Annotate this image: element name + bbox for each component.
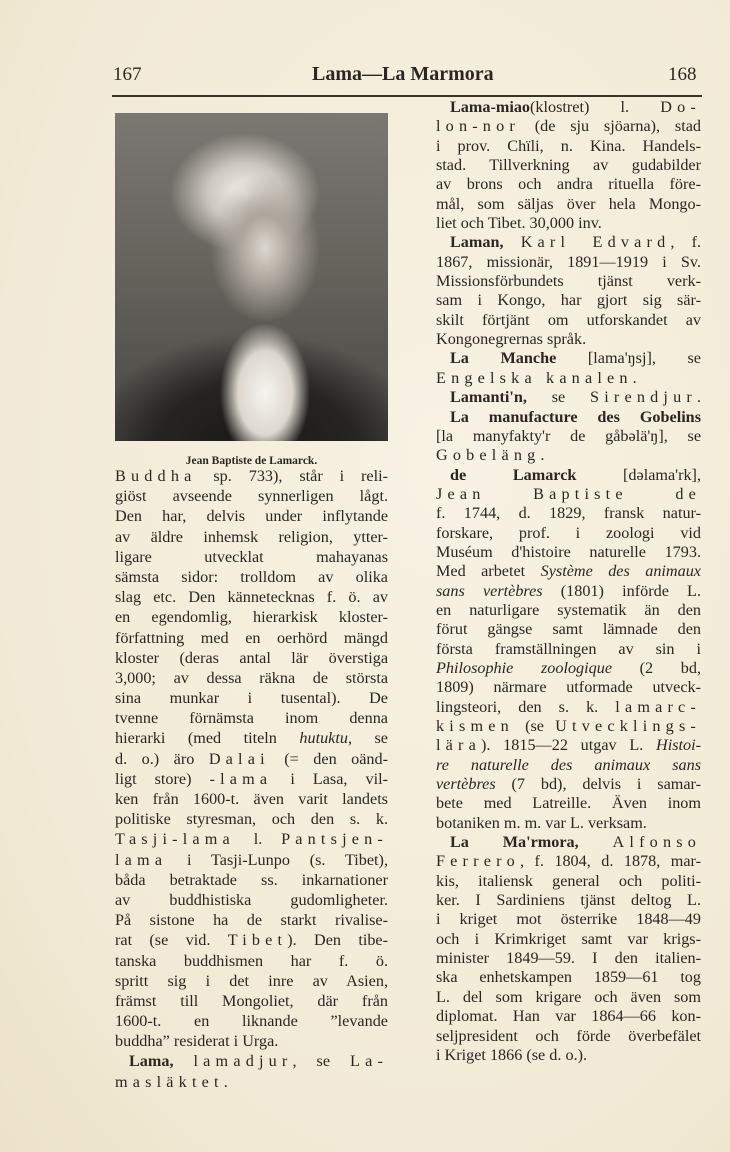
body-text: rat (se vid. [115,931,228,950]
body-text: av buddhistiska gudomligheter. [115,890,388,909]
page-number-left: 167 [113,64,142,85]
entry-headword: La Ma'rmora, [450,833,579,852]
text-line [436,620,701,639]
text-line [436,98,701,117]
body-text: minister 1849—59. I den italien- [436,949,701,968]
italic-text: sans vertèbres [436,581,543,600]
body-text: i Tasji-Lunpo (s. Tibet), [167,850,388,869]
text-line [436,427,701,446]
text-line [436,137,701,156]
body-text: sp. 733), står i reli- [196,467,388,485]
body-text: första framställningen av sin i [436,639,701,658]
body-text: , se [347,729,388,748]
body-text: seljpresident och förde överbefälet [436,1026,701,1045]
entry-headword: Lama-miao [450,98,531,116]
text-line [436,485,701,504]
text-line [436,582,701,601]
body-text: , f. [670,233,701,252]
text-line [115,1051,388,1071]
text-line [436,1046,701,1065]
body-text: Muséum d'histoire naturelle 1793. [436,542,701,561]
body-text: och i Krimkriget samt var krigs- [436,929,701,948]
body-text: [la manyfakty'r de gåbəlä'ŋ], se [436,426,701,445]
spaced-text: Buddha [115,467,197,485]
body-text: en egendomlig, hierarkisk kloster- [115,608,388,627]
body-text: . [696,388,701,407]
body-text: en naturligare systematik än den [436,600,701,619]
text-line [115,728,388,748]
spaced-text: lamarc- [615,697,701,716]
body-text: botaniken m. m. var L. verksam. [436,813,647,832]
text-line [436,717,701,736]
text-line [436,369,701,388]
text-line [115,708,388,728]
portrait-image [115,113,388,441]
italic-text: Histoi- [656,736,701,755]
italic-text: re naturelle des animaux sans [436,755,701,774]
body-text: Med arbetet [436,562,541,581]
text-line [115,466,388,486]
body-text: av äldre inhemsk religion, ytter- [115,527,388,546]
text-line [436,852,701,871]
text-line [436,659,701,678]
body-text: spritt sig i det inre av Asien, [115,971,388,990]
body-text: l. [234,830,282,849]
text-line [436,833,701,852]
body-text: f. 1744, d. 1829, fransk natur- [436,504,701,523]
running-title: Lama—La Marmora [312,63,494,85]
body-text: 1867, missionär, 1891—1919 i Sv. [436,252,701,271]
body-text: tanska buddhismen har f. ö. [115,951,388,970]
body-text: ker. I Sardiniens tjänst deltog L. [436,891,701,910]
text-line [436,601,701,620]
text-line [436,156,701,175]
spaced-text: Tibet [227,931,288,950]
text-line [115,910,388,930]
text-line [115,668,388,688]
spaced-text: Alfonso [612,833,701,852]
header-rule [112,95,702,97]
text-line [115,809,388,829]
text-line [115,567,388,587]
entry-headword: La manufacture des Gobelins [450,407,701,426]
body-text: bete med Latreille. Även inom [436,794,701,813]
body-text: slag etc. Den kännetecknas f. ö. av [115,588,388,607]
text-line [115,870,388,890]
text-line [115,486,388,506]
text-line [436,562,701,581]
body-text: lingsteori, den s. k. [436,697,616,716]
text-line [115,628,388,648]
text-line [436,349,701,368]
entry-headword: Laman, [450,233,504,252]
spaced-text: lama [115,850,168,869]
body-text: sämsta sidor: trolldom av olika [115,567,388,586]
body-text: ligare utvecklat mahayanas [115,547,388,566]
text-line [436,930,701,949]
body-text [504,233,521,251]
body-text: stad. Tillverkning av gudabilder [436,156,701,175]
body-text [579,833,613,851]
text-line [436,214,701,233]
body-text: (de sju sjöarna), stad [519,117,701,136]
text-line [436,504,701,523]
body-text: sina munkar i tusental). De [115,689,388,708]
right-column [436,98,701,1065]
body-text: av brons och andra rituella före- [436,175,701,194]
text-line [436,253,701,272]
spaced-text: Engelska kanalen [436,368,633,387]
body-text: politiske styresman, och den s. k. [115,810,388,829]
body-text: i Kriget 1866 (se d. o.). [436,1045,588,1064]
text-line [436,291,701,310]
spaced-text: La- [350,1052,388,1071]
body-text: . [223,1072,228,1091]
text-line [436,968,701,987]
body-text: i prov. Chïli, n. Kina. Handels- [436,136,701,155]
body-text: d. o.) äro [115,749,209,768]
body-text: mål, som säljas över hela Mongo- [436,194,701,213]
body-text: 3,000; av dessa räkna de största [115,668,388,687]
body-text: (se [513,717,556,735]
text-line [436,466,701,485]
text-line [436,891,701,910]
body-text: forskare, prof. i zoologi vid [436,523,701,542]
text-line [436,756,701,775]
spaced-text: Dalai [208,749,270,768]
spaced-text: Ferrero [436,852,520,871]
text-line [115,991,388,1011]
text-line [115,527,388,547]
body-text: , f. 1804, d. 1878, mar- [519,852,701,871]
text-line [115,1072,388,1092]
text-line [115,971,388,991]
text-line [115,547,388,567]
spaced-text: -lama [209,769,273,788]
entry-headword: La Manche [450,349,557,368]
body-text: giöst avseende synnerligen lågt. [115,487,388,506]
spaced-text: Jean Baptiste de [436,484,701,503]
text-line [115,607,388,627]
body-text: (klostret) l. [530,98,661,116]
body-text: kloster (deras antal lär överstiga [115,648,388,667]
text-line [436,233,701,252]
text-line [436,272,701,291]
spaced-text: kismen [436,717,514,735]
body-text: diplomat. Han var 1864—66 kon- [436,1007,701,1026]
text-line [436,388,701,407]
text-line [115,769,388,789]
text-line [115,1011,388,1031]
text-line [115,587,388,607]
italic-text: Système des animaux [540,562,701,581]
body-text: i kriget mot österrike 1848—49 [436,910,701,929]
body-text: [lama'ŋsj], se [556,349,701,368]
body-text: förut gängse samt lämnade den [436,620,701,639]
text-line [115,506,388,526]
text-line [115,1031,388,1051]
text-line [436,640,701,659]
text-line [436,775,701,794]
text-line [436,330,701,349]
body-text: ligt store) [115,769,210,788]
text-line [115,789,388,809]
text-line [115,749,388,769]
body-text: hierarki (med titeln [115,729,300,748]
body-text: (2 bd, [612,658,701,677]
italic-text: Philosophie zoologique [436,658,613,677]
text-line [436,988,701,1007]
text-line [436,543,701,562]
body-text [174,1052,194,1070]
text-line [436,678,701,697]
body-text: Den har, delvis under inflytande [115,507,388,526]
spaced-text: Karl Edvard [520,233,671,252]
spaced-text: Do- [660,98,701,116]
spaced-text: Tasji-lama [115,830,235,849]
body-text: främst till Mongoliet, där från [115,991,388,1010]
entry-headword: Lamanti'n, [450,388,527,407]
text-line [115,951,388,971]
text-line [115,688,388,708]
body-text: ). 1815—22 utgav L. [481,736,657,755]
body-text: Missionsförbundets tjänst verk- [436,272,701,291]
body-text: Kongonegrernas språk. [436,330,587,349]
text-line [115,648,388,668]
text-line [436,1007,701,1026]
text-line [436,736,701,755]
italic-text: hutuktu [299,729,348,748]
body-text: ). Den tibe- [287,931,388,950]
text-line [436,117,701,136]
italic-text: vertèbres [436,775,496,794]
spaced-text: masläktet [115,1072,224,1091]
entry-headword: de Lamarck [450,465,577,484]
body-text: 1809) närmare utformade utveck- [436,678,701,697]
body-text: ken från 1600-t. även varit landets [115,790,388,808]
body-text: (7 bd), delvis i samar- [495,775,701,794]
body-text: ska enhetskampen 1859—61 tog [436,968,701,987]
spaced-text: lära [436,736,481,755]
portrait-caption: Jean Baptiste de Lamarck. [185,455,318,467]
body-text: i Lasa, vil- [272,769,388,788]
body-text: kis, italiensk general och politi- [436,871,701,890]
text-line [115,890,388,910]
text-line [115,850,388,870]
body-text: L. del som krigare och även som [436,987,701,1006]
body-text: (= den oänd- [269,749,388,768]
body-text: sam i Kongo, har gjort sig sär- [436,291,701,310]
body-text: , se [292,1052,350,1071]
body-text: båda betraktade ss. inkarnationer [115,870,388,889]
spaced-text: Gobeläng [436,446,541,465]
text-line [436,446,701,465]
text-line [115,930,388,950]
text-line [436,408,701,427]
body-text: . [632,368,637,387]
spaced-text: lamadjur [193,1052,293,1071]
body-text: . [540,446,545,465]
text-line [436,872,701,891]
text-line [436,910,701,929]
spaced-text: lon-nor [436,117,520,136]
page-number-right: 168 [668,64,697,85]
spaced-text: Pantsjen- [281,830,388,849]
body-text: (1801) införde L. [542,581,701,600]
body-text: [dəlama'rk], [576,465,701,484]
text-line [436,698,701,717]
body-text: författning med en oerhörd mängd [115,628,388,647]
spaced-text: Sirendjur [590,388,697,407]
spaced-text: Utvecklings- [555,717,701,735]
body-text: buddha” residerat i Urga. [115,1032,279,1051]
text-line [436,814,701,833]
text-line [436,195,701,214]
left-column [115,466,388,1092]
body-text: se [526,388,591,407]
text-line [436,524,701,543]
body-text: liet och Tibet. 30,000 inv. [436,214,602,233]
text-line [115,829,388,849]
text-line [436,311,701,330]
body-text: skilt förtjänt om utforskandet av [436,310,701,329]
body-text: 1600-t. en liknande ”levande [115,1012,388,1031]
text-line [436,1027,701,1046]
body-text: tvenne förnämsta inom denna [115,709,388,728]
body-text: På sistone ha de starkt rivalise- [115,911,388,930]
text-line [436,175,701,194]
text-line [436,794,701,813]
text-line [436,949,701,968]
entry-headword: Lama, [129,1052,174,1071]
